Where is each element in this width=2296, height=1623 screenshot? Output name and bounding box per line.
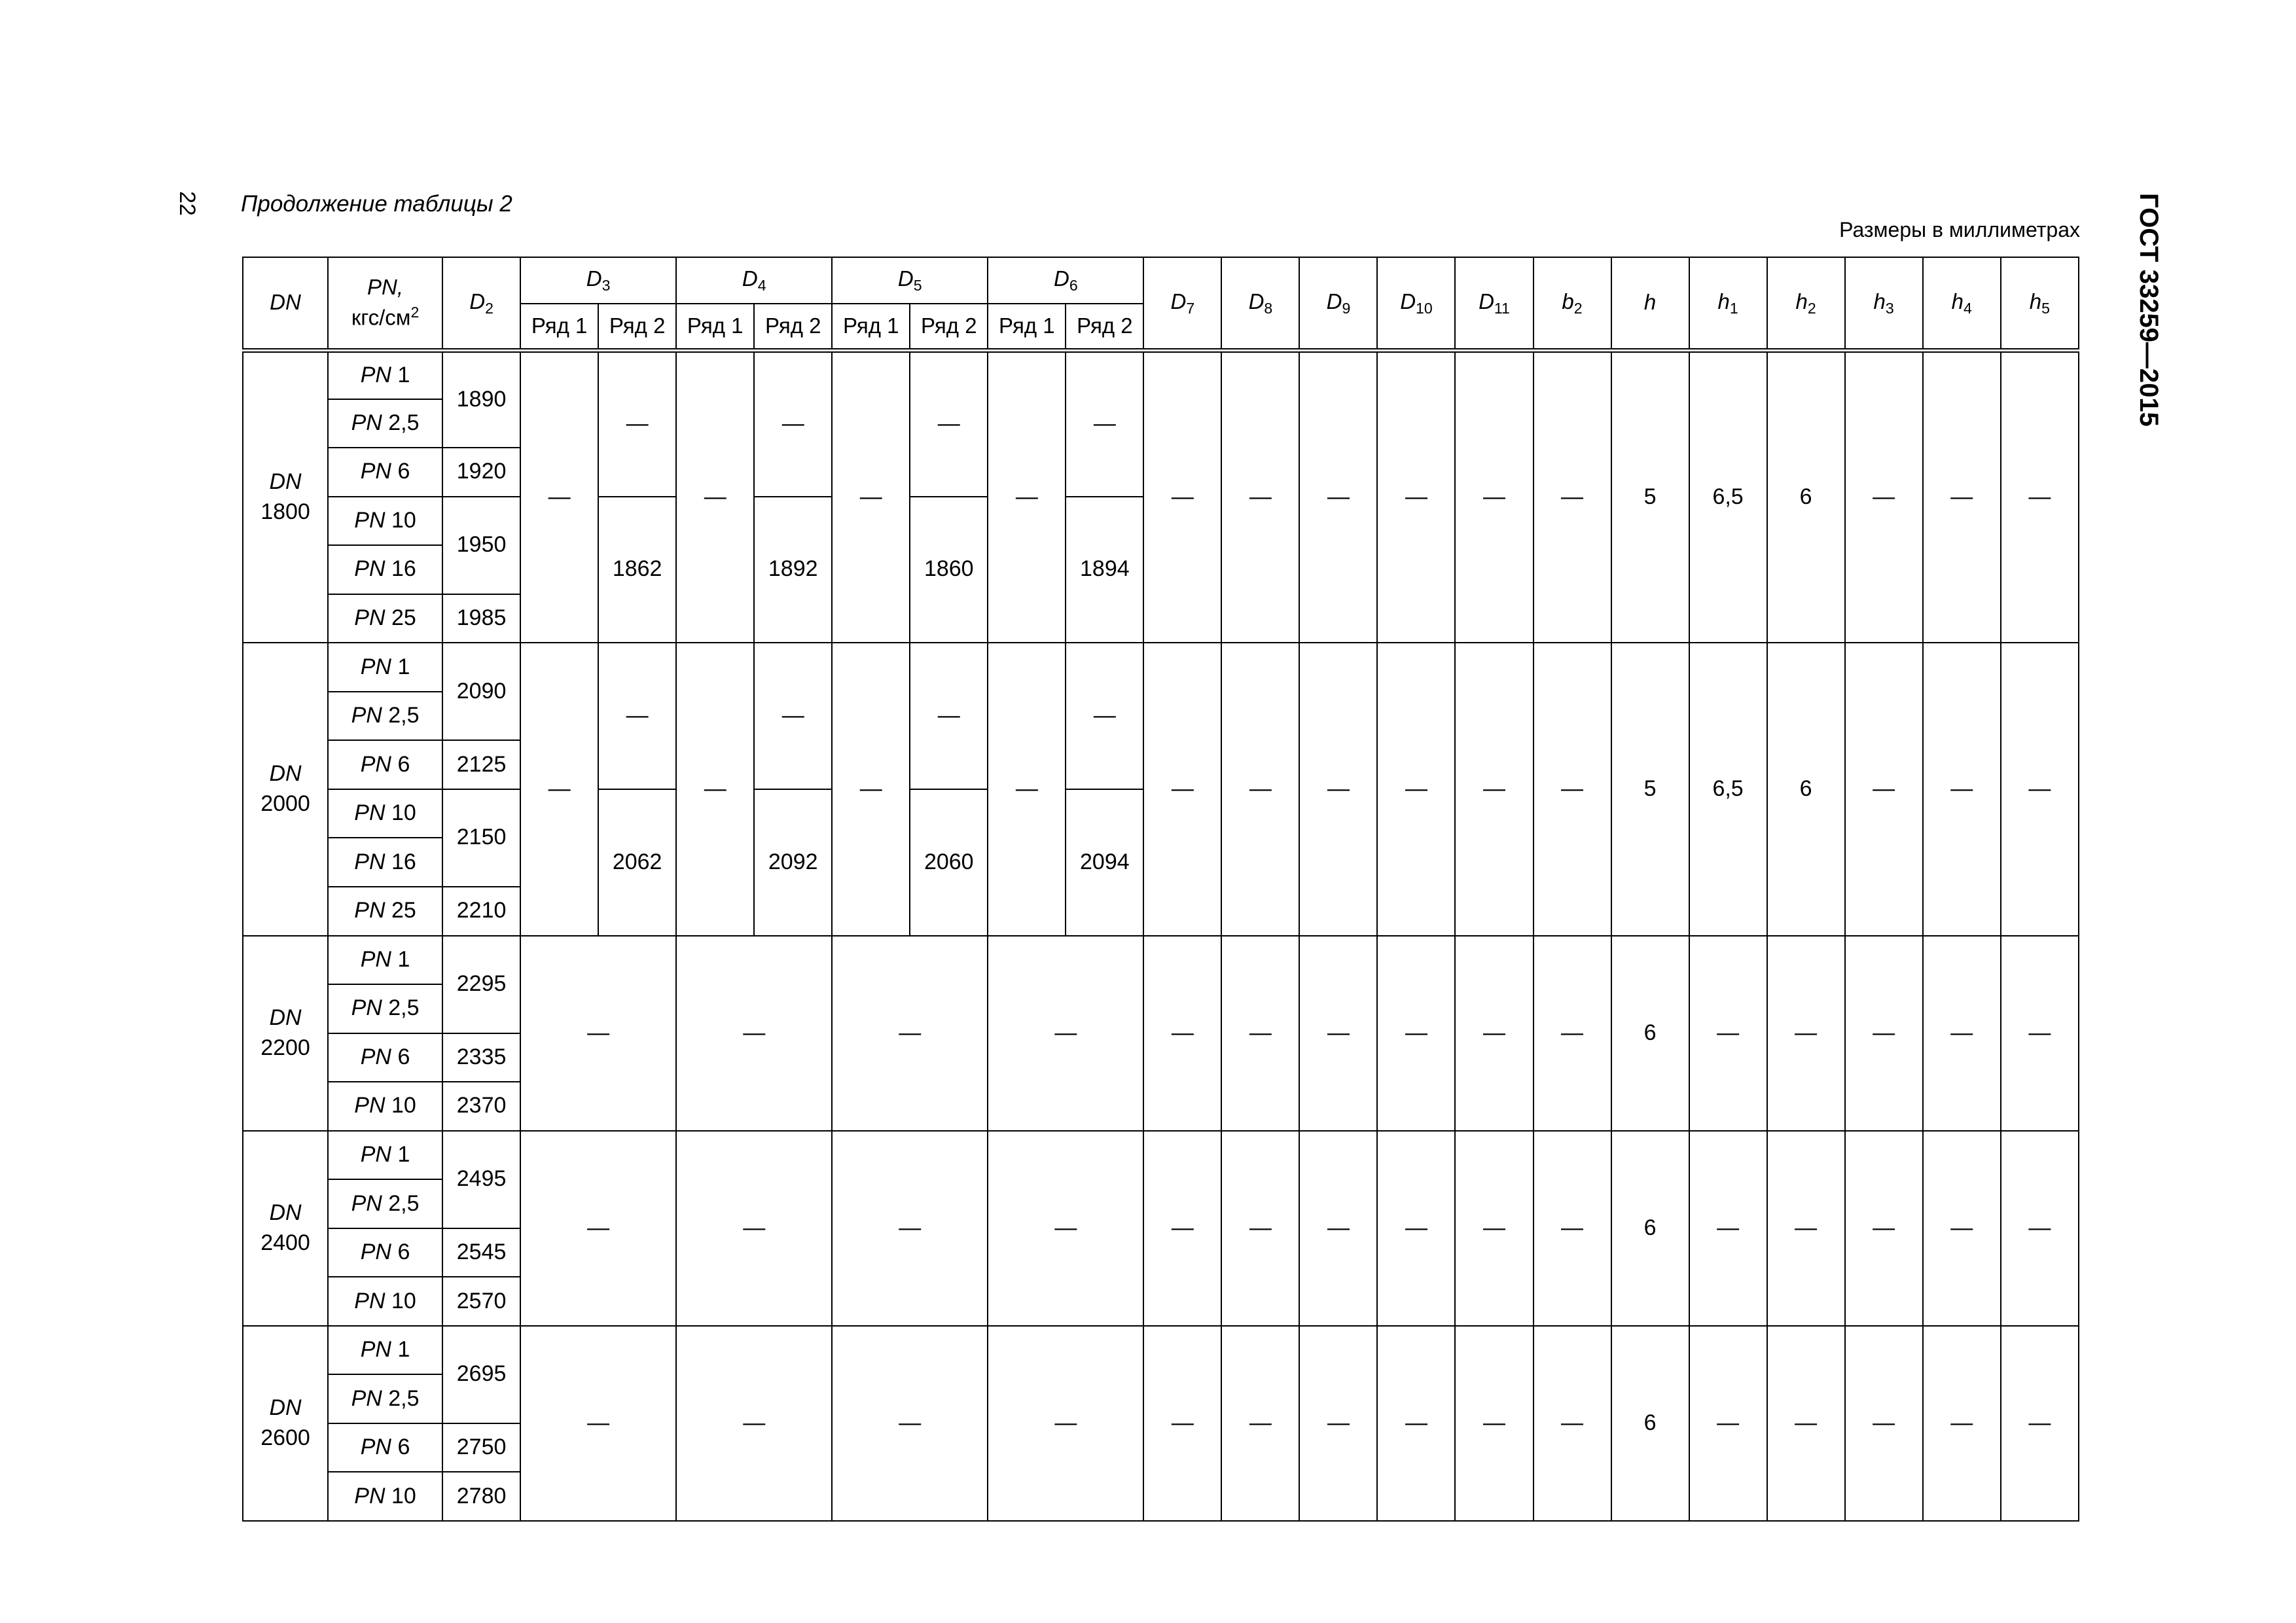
d2-cell: 2335 [442,1033,520,1082]
pn-cell [328,789,442,838]
merged-d-cell: — [988,1131,1143,1326]
pn-value: 1 [397,946,410,972]
pn-prefix: PN [354,849,386,874]
pn-prefix: PN [351,1385,382,1411]
value-cell: — [1143,1131,1221,1326]
pn-cell [328,497,442,546]
d2-cell: 1950 [442,497,520,594]
pn-value: 16 [391,556,416,582]
pn-prefix: PN [360,1337,391,1363]
pn-prefix: PN [360,1044,391,1069]
value-cell: — [2001,1326,2079,1521]
pn-value: 10 [391,1288,416,1313]
pn-prefix: PN [360,1141,391,1167]
table-row [243,1131,2079,1180]
table-row [243,350,2079,399]
row1-cell: — [676,350,754,643]
merged-d-cell: — [676,1131,832,1326]
pn-value: 6 [397,1435,410,1460]
header-pn-unit: кгс/см [351,305,411,330]
value-cell: — [1845,643,1923,935]
pn-cell [328,1423,442,1472]
value-cell: — [1534,643,1611,935]
pn-cell [328,1131,442,1180]
d2-cell: 2695 [442,1326,520,1423]
pn-cell [328,887,442,936]
dn-value: 2000 [260,791,310,816]
header-d5-row2: Ряд 2 [910,304,988,350]
value-cell: — [1923,643,2001,935]
header-d4-row1: Ряд 1 [676,304,754,350]
dn-cell [243,1326,328,1521]
header-d6-row2: Ряд 2 [1066,304,1143,350]
header-h: h [1611,257,1689,350]
pn-value: 10 [391,1093,416,1118]
merged-d-cell: — [520,936,676,1131]
pn-prefix: PN [351,410,382,435]
value-cell: — [1767,1326,1845,1521]
page-number: 22 [175,191,200,216]
row1-cell: — [520,643,598,935]
row2-cell: 2092 [754,789,832,936]
header-d11: $D_{11}$ [1455,257,1533,350]
dn-value: 1800 [260,499,310,524]
pn-cell [328,1179,442,1228]
dn-group [243,1131,2079,1326]
row2-cell: 2062 [598,789,676,936]
pn-value: 6 [397,1044,410,1069]
pn-cell [328,1374,442,1423]
value-cell: — [2001,350,2079,643]
row2-cell: — [598,643,676,789]
pn-cell [328,399,442,448]
pn-cell [328,692,442,741]
d2-cell: 2495 [442,1131,520,1228]
value-cell: — [1377,1131,1455,1326]
row2-cell: — [1066,643,1143,789]
value-cell: 6 [1611,1326,1689,1521]
d2-cell: 2295 [442,936,520,1033]
header-d3-row2: Ряд 2 [598,304,676,350]
pn-value: 1 [397,1337,410,1363]
pn-value: 25 [391,605,416,630]
pn-value: 25 [391,898,416,923]
merged-d-cell: — [676,936,832,1131]
pn-cell [328,936,442,985]
pn-prefix: PN [360,654,391,679]
d2-cell: 1890 [442,350,520,448]
value-cell: — [1143,1326,1221,1521]
row2-cell: — [1066,350,1143,497]
d2-cell: 2370 [442,1082,520,1131]
document-code: ГОСТ 33259—2015 [2134,193,2163,427]
pn-value: 6 [397,459,410,484]
value-cell: 6 [1767,643,1845,935]
d2-cell: 2210 [442,887,520,936]
merged-d-cell: — [988,1326,1143,1521]
pn-cell [328,448,442,497]
dn-cell [243,936,328,1131]
row1-cell: — [676,643,754,935]
header-pn [328,257,442,350]
header-b2: $b_2$ [1534,257,1611,350]
value-cell: — [2001,1131,2079,1326]
pn-prefix: PN [354,800,386,826]
value-cell: 5 [1611,643,1689,935]
table-row [243,643,2079,692]
dn-value: 2600 [260,1425,310,1450]
value-cell: — [1377,936,1455,1131]
value-cell: — [1299,350,1377,643]
value-cell: — [1377,643,1455,935]
header-d8: $D_8$ [1221,257,1299,350]
pn-cell [328,594,442,643]
value-cell: — [1143,643,1221,935]
value-cell: — [1299,1326,1377,1521]
value-cell: — [1845,350,1923,643]
row2-cell: — [754,643,832,789]
value-cell: — [1923,936,2001,1131]
dn-cell [243,350,328,643]
d2-cell: 2750 [442,1423,520,1472]
pn-cell [328,350,442,399]
value-cell: 6 [1611,936,1689,1131]
header-d7: $D_7$ [1143,257,1221,350]
table-row [243,1326,2079,1375]
header-d3: $D_3$ [520,257,676,304]
value-cell: — [1455,643,1533,935]
header-d6-row1: Ряд 1 [988,304,1066,350]
d2-cell: 2545 [442,1228,520,1277]
dn-group [243,1326,2079,1521]
pn-prefix: PN [354,1288,386,1313]
pn-prefix: PN [360,946,391,972]
header-d3-row1: Ряд 1 [520,304,598,350]
pn-prefix: PN [354,898,386,923]
value-cell: — [1299,936,1377,1131]
pn-cell [328,1472,442,1521]
pn-prefix: PN [351,1190,382,1216]
value-cell: — [1923,1131,2001,1326]
pn-value: 6 [397,751,410,777]
pn-cell [328,1228,442,1277]
pn-value: 1 [397,654,410,679]
pn-prefix: PN [354,1483,386,1508]
pn-prefix: PN [360,459,391,484]
row2-cell: — [910,643,988,789]
value-cell: 6,5 [1689,643,1767,935]
pn-cell [328,1277,442,1326]
pn-value: 2,5 [388,703,420,728]
units-note: Размеры в миллиметрах [1839,218,2080,241]
header-h1: $h_1$ [1689,257,1767,350]
header-d9: $D_9$ [1299,257,1377,350]
merged-d-cell: — [676,1326,832,1521]
value-cell: — [1221,1131,1299,1326]
d2-cell: 2570 [442,1277,520,1326]
pn-prefix: PN [354,605,386,630]
value-cell: — [1377,1326,1455,1521]
header-h3: $h_3$ [1845,257,1923,350]
value-cell: — [1299,643,1377,935]
pn-prefix: PN [354,507,386,533]
row2-cell: 1860 [910,497,988,643]
pn-value: 16 [391,849,416,874]
value-cell: — [1455,1326,1533,1521]
dn-cell [243,1131,328,1326]
pn-value: 2,5 [388,410,420,435]
pn-value: 6 [397,1240,410,1265]
value-cell: — [1689,1326,1767,1521]
header-pn-label: PN, [367,275,404,300]
header-pn-unit-exp: 2 [410,303,420,321]
value-cell: 6,5 [1689,350,1767,643]
value-cell: — [1143,350,1221,643]
header-h2: $h_2$ [1767,257,1845,350]
pn-cell [328,643,442,692]
header-d4-row2: Ряд 2 [754,304,832,350]
value-cell: — [1221,350,1299,643]
dn-prefix: DN [269,1005,302,1030]
merged-d-cell: — [520,1131,676,1326]
row2-cell: 1862 [598,497,676,643]
dn-value: 2400 [260,1230,310,1255]
value-cell: 5 [1611,350,1689,643]
d2-cell: 1985 [442,594,520,643]
pn-value: 1 [397,362,410,387]
pn-value: 2,5 [388,1385,420,1411]
value-cell: — [1845,936,1923,1131]
pn-cell [328,1082,442,1131]
header-h4: $h_4$ [1923,257,2001,350]
row1-cell: — [520,350,598,643]
pn-value: 10 [391,507,416,533]
pn-cell [328,545,442,594]
row1-cell: — [832,350,910,643]
table-row [243,936,2079,985]
value-cell: — [2001,643,2079,935]
header-h5: $h_5$ [2001,257,2079,350]
row2-cell: 1894 [1066,497,1143,643]
d2-cell: 2090 [442,643,520,740]
value-cell: — [1845,1326,1923,1521]
dn-group [243,936,2079,1131]
value-cell: — [1689,1131,1767,1326]
flange-dimensions-table [242,257,2079,1522]
d2-cell: 2150 [442,789,520,887]
row2-cell: — [754,350,832,497]
value-cell: — [1534,1131,1611,1326]
value-cell: — [1143,936,1221,1131]
d2-cell: 1920 [442,448,520,497]
row2-cell: — [910,350,988,497]
pn-prefix: PN [360,362,391,387]
dn-prefix: DN [269,469,302,494]
row2-cell: 2060 [910,789,988,936]
pn-cell [328,1033,442,1082]
merged-d-cell: — [520,1326,676,1521]
pn-value: 10 [391,1483,416,1508]
dn-cell [243,643,328,935]
value-cell: — [1534,936,1611,1131]
value-cell: — [1455,936,1533,1131]
pn-prefix: PN [354,556,386,582]
value-cell: — [1845,1131,1923,1326]
value-cell: — [1455,1131,1533,1326]
value-cell: — [1689,936,1767,1131]
dn-group [243,350,2079,643]
dn-prefix: DN [269,760,302,786]
pn-prefix: PN [360,751,391,777]
d2-cell: 2780 [442,1472,520,1521]
pn-prefix: PN [351,703,382,728]
pn-prefix: PN [360,1435,391,1460]
pn-prefix: PN [360,1240,391,1265]
row1-cell: — [988,643,1066,935]
row1-cell: — [832,643,910,935]
header-dn: DN [243,257,328,350]
merged-d-cell: — [988,936,1143,1131]
value-cell: — [1767,1131,1845,1326]
pn-value: 2,5 [388,995,420,1021]
value-cell: — [2001,936,2079,1131]
header-d5-row1: Ряд 1 [832,304,910,350]
pn-cell [328,1326,442,1375]
dn-prefix: DN [269,1200,302,1225]
table-continuation-caption: Продолжение таблицы 2 [241,191,512,217]
merged-d-cell: — [832,1131,988,1326]
merged-d-cell: — [832,936,988,1131]
value-cell: 6 [1611,1131,1689,1326]
merged-d-cell: — [832,1326,988,1521]
value-cell: — [1377,350,1455,643]
row2-cell: 2094 [1066,789,1143,936]
row2-cell: 1892 [754,497,832,643]
header-d6: $D_6$ [988,257,1143,304]
value-cell: 6 [1767,350,1845,643]
value-cell: — [1221,936,1299,1131]
pn-value: 10 [391,800,416,826]
row2-cell: — [598,350,676,497]
dn-prefix: DN [269,1395,302,1421]
pn-value: 2,5 [388,1190,420,1216]
pn-cell [328,838,442,887]
value-cell: — [1299,1131,1377,1326]
header-d4: $D_4$ [676,257,832,304]
pn-prefix: PN [351,995,382,1021]
value-cell: — [1534,1326,1611,1521]
value-cell: — [1923,1326,2001,1521]
header-d5: $D_5$ [832,257,988,304]
value-cell: — [1221,1326,1299,1521]
value-cell: — [1455,350,1533,643]
dn-group [243,643,2079,935]
header-d2: $D_2$ [442,257,520,350]
value-cell: — [1767,936,1845,1131]
value-cell: — [1221,643,1299,935]
pn-cell [328,984,442,1033]
value-cell: — [1534,350,1611,643]
dn-value: 2200 [260,1035,310,1060]
pn-cell [328,740,442,789]
value-cell: — [1923,350,2001,643]
pn-value: 1 [397,1141,410,1167]
header-d10: $D_{10}$ [1377,257,1455,350]
pn-prefix: PN [354,1093,386,1118]
row1-cell: — [988,350,1066,643]
d2-cell: 2125 [442,740,520,789]
